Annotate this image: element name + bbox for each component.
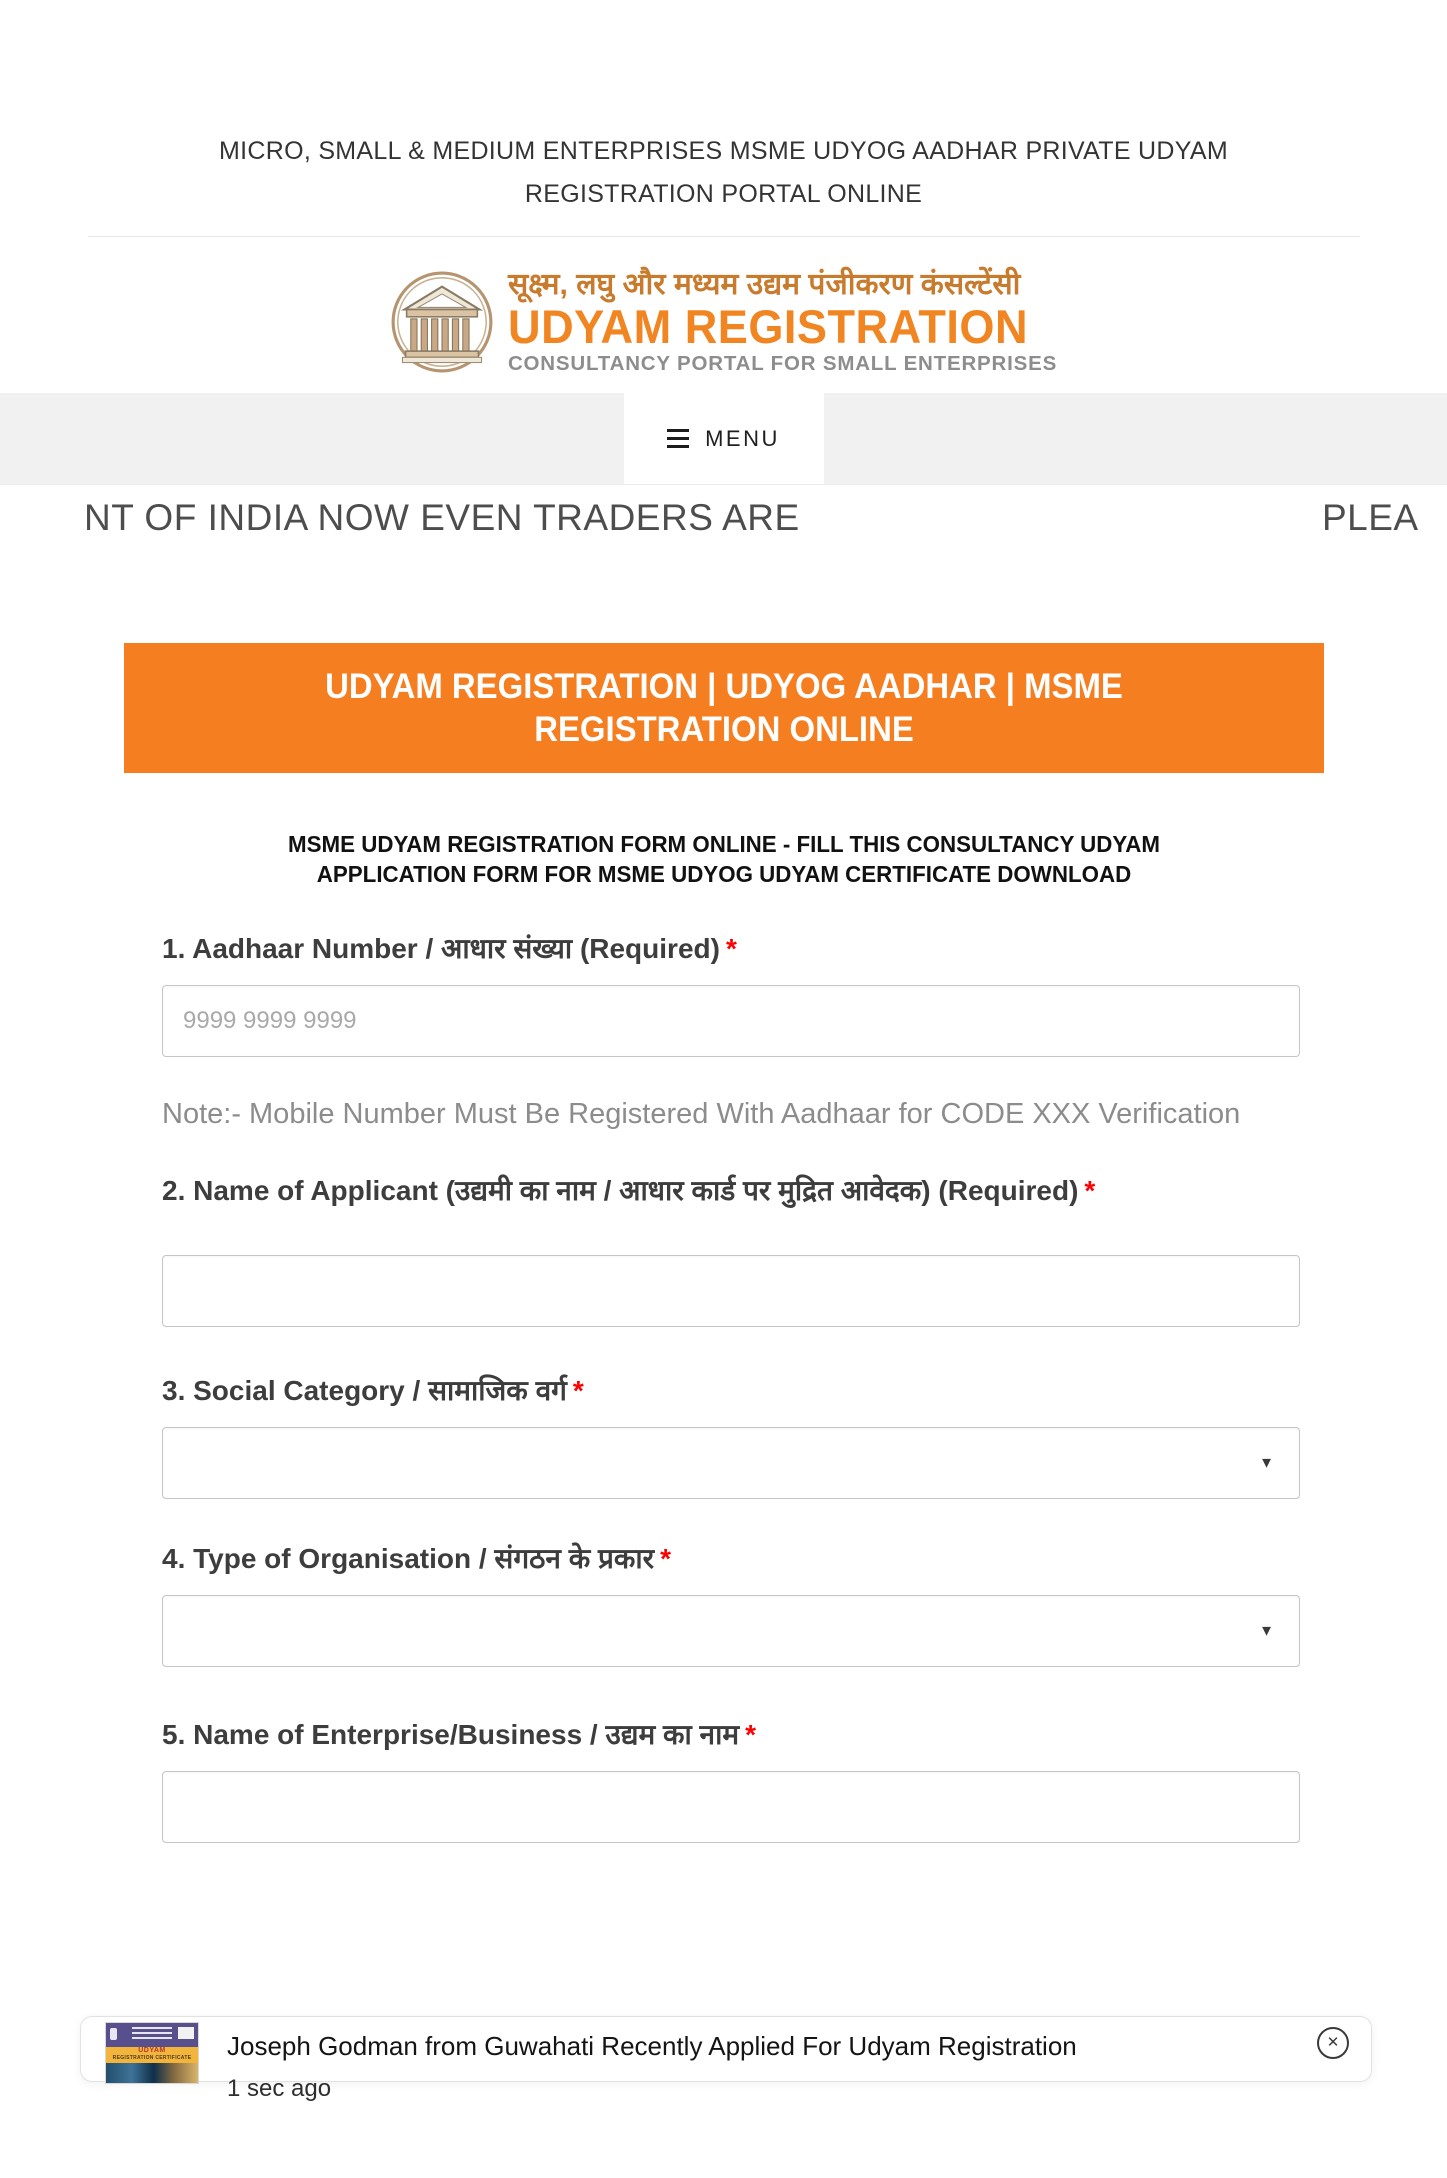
nav-bar [0, 393, 1447, 485]
certificate-thumb-subtitle: REGISTRATION CERTIFICATE [112, 2055, 192, 2061]
aadhaar-number-label: 1. Aadhaar Number / आधार संख्या (Required) * [162, 933, 737, 964]
aadhaar-number-input[interactable] [162, 985, 1300, 1057]
required-asterisk: * [660, 1543, 672, 1574]
form-subheading: MSME UDYAM REGISTRATION FORM ONLINE - FILL THIS CONSULTANCY UDYAM APPLICATION FORM FOR MSME UDYOG UDYAM CERTIFICATE DOWNLOAD [287, 831, 1160, 887]
logo-title: UDYAM REGISTRATION [507, 300, 1028, 353]
social-category-select[interactable] [162, 1427, 1300, 1499]
applicant-name-input[interactable] [162, 1255, 1300, 1327]
required-asterisk: * [1084, 1175, 1096, 1206]
enterprise-name-input[interactable] [162, 1771, 1300, 1843]
aadhaar-note: Note:- Mobile Number Must Be Registered With Aadhaar for CODE XXX Verification [162, 1098, 1241, 1130]
header-divider [88, 236, 1360, 237]
site-logo[interactable] [0, 269, 1447, 375]
organisation-type-select[interactable] [162, 1595, 1300, 1667]
logo-subtitle: CONSULTANCY PORTAL FOR SMALL ENTERPRISES [507, 352, 1058, 375]
government-building-icon [390, 270, 494, 374]
required-asterisk: * [745, 1719, 756, 1750]
menu-button-label: MENU [705, 425, 780, 451]
marquee-text-right: PLEA [1322, 497, 1419, 538]
organisation-type-label: 4. Type of Organisation / संगठन के प्रकार * [162, 1543, 672, 1574]
site-header-title: MICRO, SMALL & MEDIUM ENTERPRISES MSME UDYOG AADHAR PRIVATE UDYAM REGISTRATION PORTAL ONLINE [219, 137, 1228, 208]
certificate-thumb-title: UDYAM [138, 2047, 166, 2054]
emblem-icon [110, 2028, 117, 2040]
chevron-down-icon: ▼ [1259, 1454, 1274, 1472]
required-asterisk: * [725, 933, 737, 964]
page-banner-title: UDYAM REGISTRATION | UDYOG AADHAR | MSME REGISTRATION ONLINE [324, 667, 1123, 749]
msme-logo-icon [178, 2027, 194, 2039]
hamburger-menu-icon [667, 429, 689, 448]
chevron-down-icon: ▼ [1259, 1622, 1274, 1640]
menu-button[interactable] [624, 393, 824, 484]
toast-timestamp: 1 sec ago [227, 2075, 332, 2102]
news-marquee [0, 485, 1447, 553]
certificate-thumbnail [105, 2022, 199, 2084]
toast-message: Joseph Godman from Guwahati Recently Applied For Udyam Registration [227, 2031, 1077, 2061]
enterprise-name-label: 5. Name of Enterprise/Business / उद्यम का नाम * [162, 1719, 756, 1750]
social-category-label: 3. Social Category / सामाजिक वर्ग * [162, 1375, 584, 1406]
close-icon[interactable]: ✕ [1317, 2027, 1349, 2059]
required-asterisk: * [572, 1375, 584, 1406]
logo-hindi-tagline: सूक्ष्म, लघु और मध्यम उद्यम पंजीकरण कंसल्टेंसी [507, 268, 1021, 301]
marquee-text-left: NT OF INDIA NOW EVEN TRADERS ARE [84, 497, 800, 538]
recent-application-toast [80, 2016, 1372, 2102]
udyam-registration-form [162, 929, 1300, 1843]
applicant-name-label: 2. Name of Applicant (उद्यमी का नाम / आधार कार्ड पर मुद्रित आवेदक) (Required) * [162, 1175, 1096, 1206]
page-banner [124, 643, 1324, 773]
